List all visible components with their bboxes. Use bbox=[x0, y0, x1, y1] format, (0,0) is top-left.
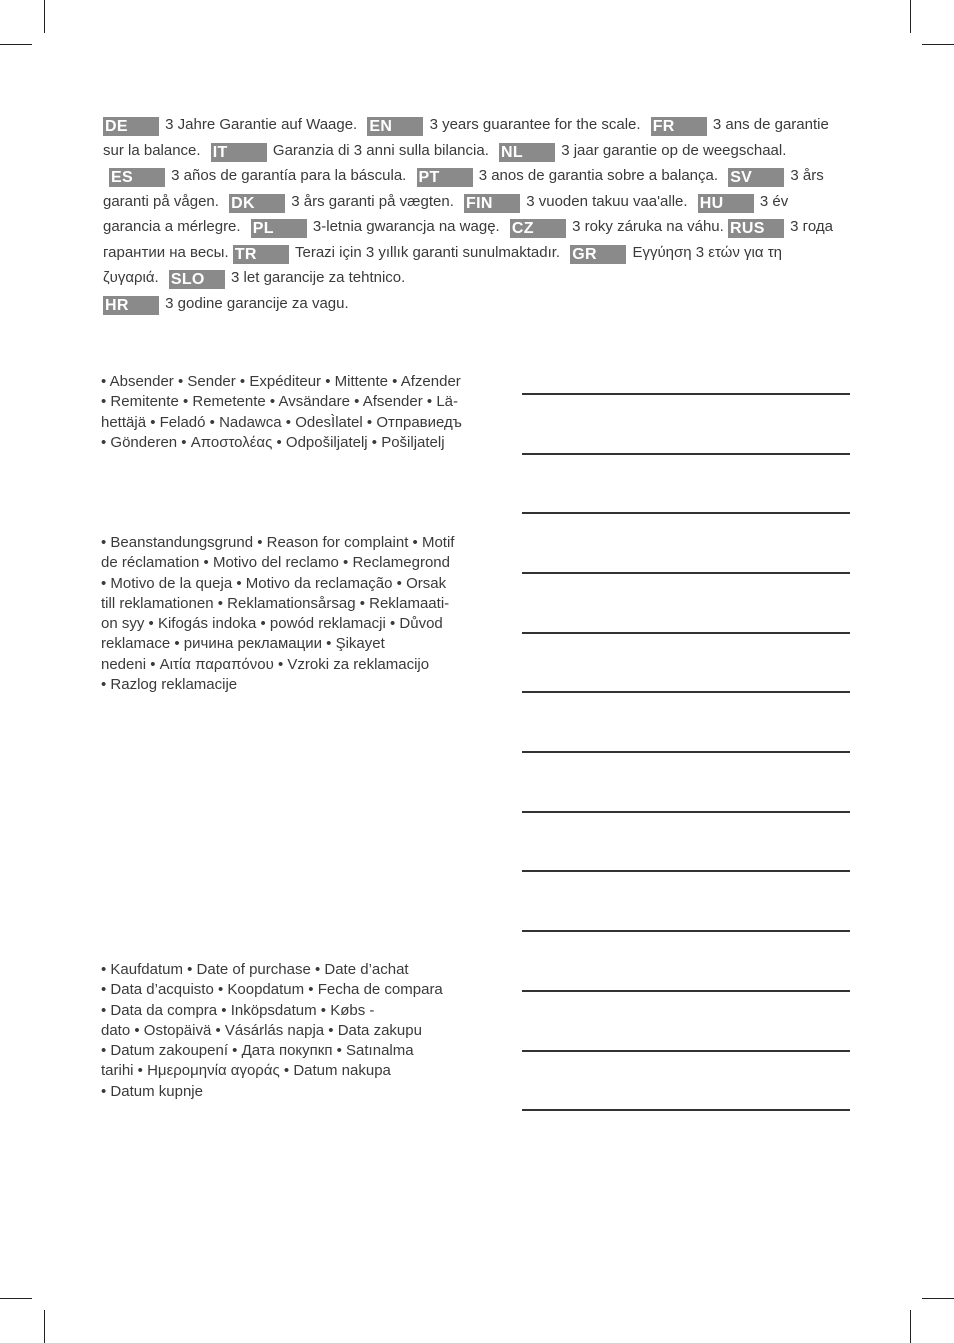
label-line: • Kaufdatum • Date of purchase • Date d’achat bbox=[101, 961, 409, 978]
language-badge: RUS bbox=[728, 219, 784, 238]
language-badge: NL bbox=[499, 143, 555, 162]
label-line: on syy • Kifogás indoka • powód reklamacji • Důvod bbox=[101, 615, 443, 633]
crop-mark bbox=[910, 1310, 911, 1343]
guarantee-text: 3 years guarantee for the scale. bbox=[429, 116, 641, 133]
crop-mark bbox=[0, 44, 32, 45]
language-badge: EN bbox=[367, 117, 423, 136]
sender-label bbox=[101, 372, 506, 453]
guarantee-text: 3 godine garancije za vagu. bbox=[165, 294, 349, 312]
language-badge: HR bbox=[103, 296, 159, 315]
language-badge: ES bbox=[109, 168, 165, 187]
language-badge: TR bbox=[233, 245, 289, 264]
label-line: • Datum zakoupení • Дата покупкп • Satınalma bbox=[101, 1042, 414, 1060]
guarantee-text: Terazi için 3 yıllık garanti sunulmaktadır. bbox=[294, 243, 561, 261]
guarantee-text: Εγγύηση 3 ετών για τη ζυγαριά. bbox=[103, 243, 782, 286]
label-line: tarihi • Ημερομηνία αγοράς • Datum nakupa bbox=[101, 1062, 391, 1080]
reason-write-line[interactable] bbox=[522, 691, 850, 693]
crop-mark bbox=[44, 0, 45, 33]
label-line: • Data d’acquisto • Koopdatum • Fecha de compara bbox=[101, 981, 443, 999]
reason-write-line[interactable] bbox=[522, 572, 850, 574]
date-write-line[interactable] bbox=[522, 930, 850, 932]
language-badge: IT bbox=[211, 143, 267, 162]
language-badge: FR bbox=[651, 117, 707, 136]
label-line: • Absender • Sender • Expéditeur • Mittente • Afzender bbox=[101, 373, 461, 390]
guarantee-text: 3 roky záruka na váhu. bbox=[572, 218, 724, 235]
guarantee-text: 3 vuoden takuu vaa'alle. bbox=[526, 192, 688, 210]
label-line: • Data da compra • Inköpsdatum • Købs - bbox=[101, 1001, 375, 1019]
reason-write-line[interactable] bbox=[522, 870, 850, 872]
language-badge: SLO bbox=[169, 270, 225, 289]
label-line: • Razlog reklamacije bbox=[101, 676, 238, 694]
language-badge: GR bbox=[570, 245, 626, 264]
label-line: till reklamationen • Reklamationsårsag • Reklamaati- bbox=[101, 594, 450, 612]
crop-mark bbox=[0, 1298, 32, 1299]
guarantee-text: Garanzia di 3 anni sulla bilancia. bbox=[272, 141, 489, 159]
sender-write-line[interactable] bbox=[522, 453, 850, 455]
guarantee-text: 3 años de garantía para la báscula. bbox=[171, 167, 407, 184]
label-line: dato • Ostopäivä • Vásárlás napja • Data zakupu bbox=[101, 1021, 422, 1039]
guarantee-text: 3 let garancije za tehtnico. bbox=[231, 269, 406, 286]
guarantee-text: 3 års garanti på vægten. bbox=[291, 192, 454, 210]
reason-write-line[interactable] bbox=[522, 751, 850, 753]
sender-write-line[interactable] bbox=[522, 512, 850, 514]
reason-write-line[interactable] bbox=[522, 811, 850, 813]
language-badge: SV bbox=[728, 168, 784, 187]
guarantee-text: 3 års garanti på vågen. bbox=[103, 167, 824, 210]
guarantee-text: 3 года гарантии на весы. bbox=[103, 218, 833, 261]
language-badge: DK bbox=[229, 194, 285, 213]
guarantee-paragraph bbox=[103, 112, 838, 316]
guarantee-text: 3 év garancia a mérlegre. bbox=[103, 192, 789, 235]
language-badge: PL bbox=[251, 219, 307, 238]
label-line: • Motivo de la queja • Motivo da reclamação • Orsak bbox=[101, 574, 447, 592]
label-line: de réclamation • Motivo del reclamo • Reclamegrond bbox=[101, 554, 450, 572]
language-badge: FIN bbox=[464, 194, 520, 213]
label-line: • Datum kupnje bbox=[101, 1082, 203, 1100]
label-line: hettäjä • Feladó • Nadawca • OdesÌlatel • Отправиедъ bbox=[101, 413, 462, 431]
crop-mark bbox=[910, 0, 911, 33]
date-write-line[interactable] bbox=[522, 990, 850, 992]
crop-mark bbox=[922, 44, 954, 45]
language-badge: HU bbox=[698, 194, 754, 213]
reason-write-line[interactable] bbox=[522, 632, 850, 634]
complaint-reason-label bbox=[101, 533, 506, 695]
label-line: reklamace • ричина рекламации • Şikayet bbox=[101, 635, 385, 653]
crop-mark bbox=[44, 1310, 45, 1343]
guarantee-text: 3-letnia gwarancja na wagę. bbox=[312, 218, 500, 235]
sender-write-line[interactable] bbox=[522, 393, 850, 395]
guarantee-text: 3 anos de garantia sobre a balança. bbox=[478, 167, 719, 184]
label-line: • Gönderen • Αποστολέας • Odpošiljatelj • Pošiljatelj bbox=[101, 433, 445, 451]
language-badge: CZ bbox=[510, 219, 566, 238]
language-badge: DE bbox=[103, 117, 159, 136]
guarantee-text: 3 ans de garantie sur la balance. bbox=[103, 116, 829, 159]
language-badge: PT bbox=[417, 168, 473, 187]
label-line: • Remitente • Remetente • Avsändare • Afsender • Lä- bbox=[101, 393, 459, 411]
label-line: • Beanstandungsgrund • Reason for complaint • Motif bbox=[101, 534, 455, 551]
purchase-date-label bbox=[101, 960, 506, 1102]
guarantee-text: 3 jaar garantie op de weegschaal. bbox=[561, 141, 787, 159]
date-write-line[interactable] bbox=[522, 1050, 850, 1052]
label-line: nedeni • Αιτία παραπόνου • Vzroki za reklamacijo bbox=[101, 655, 430, 673]
guarantee-text: 3 Jahre Garantie auf Waage. bbox=[165, 116, 358, 133]
crop-mark bbox=[922, 1298, 954, 1299]
date-write-line[interactable] bbox=[522, 1109, 850, 1111]
